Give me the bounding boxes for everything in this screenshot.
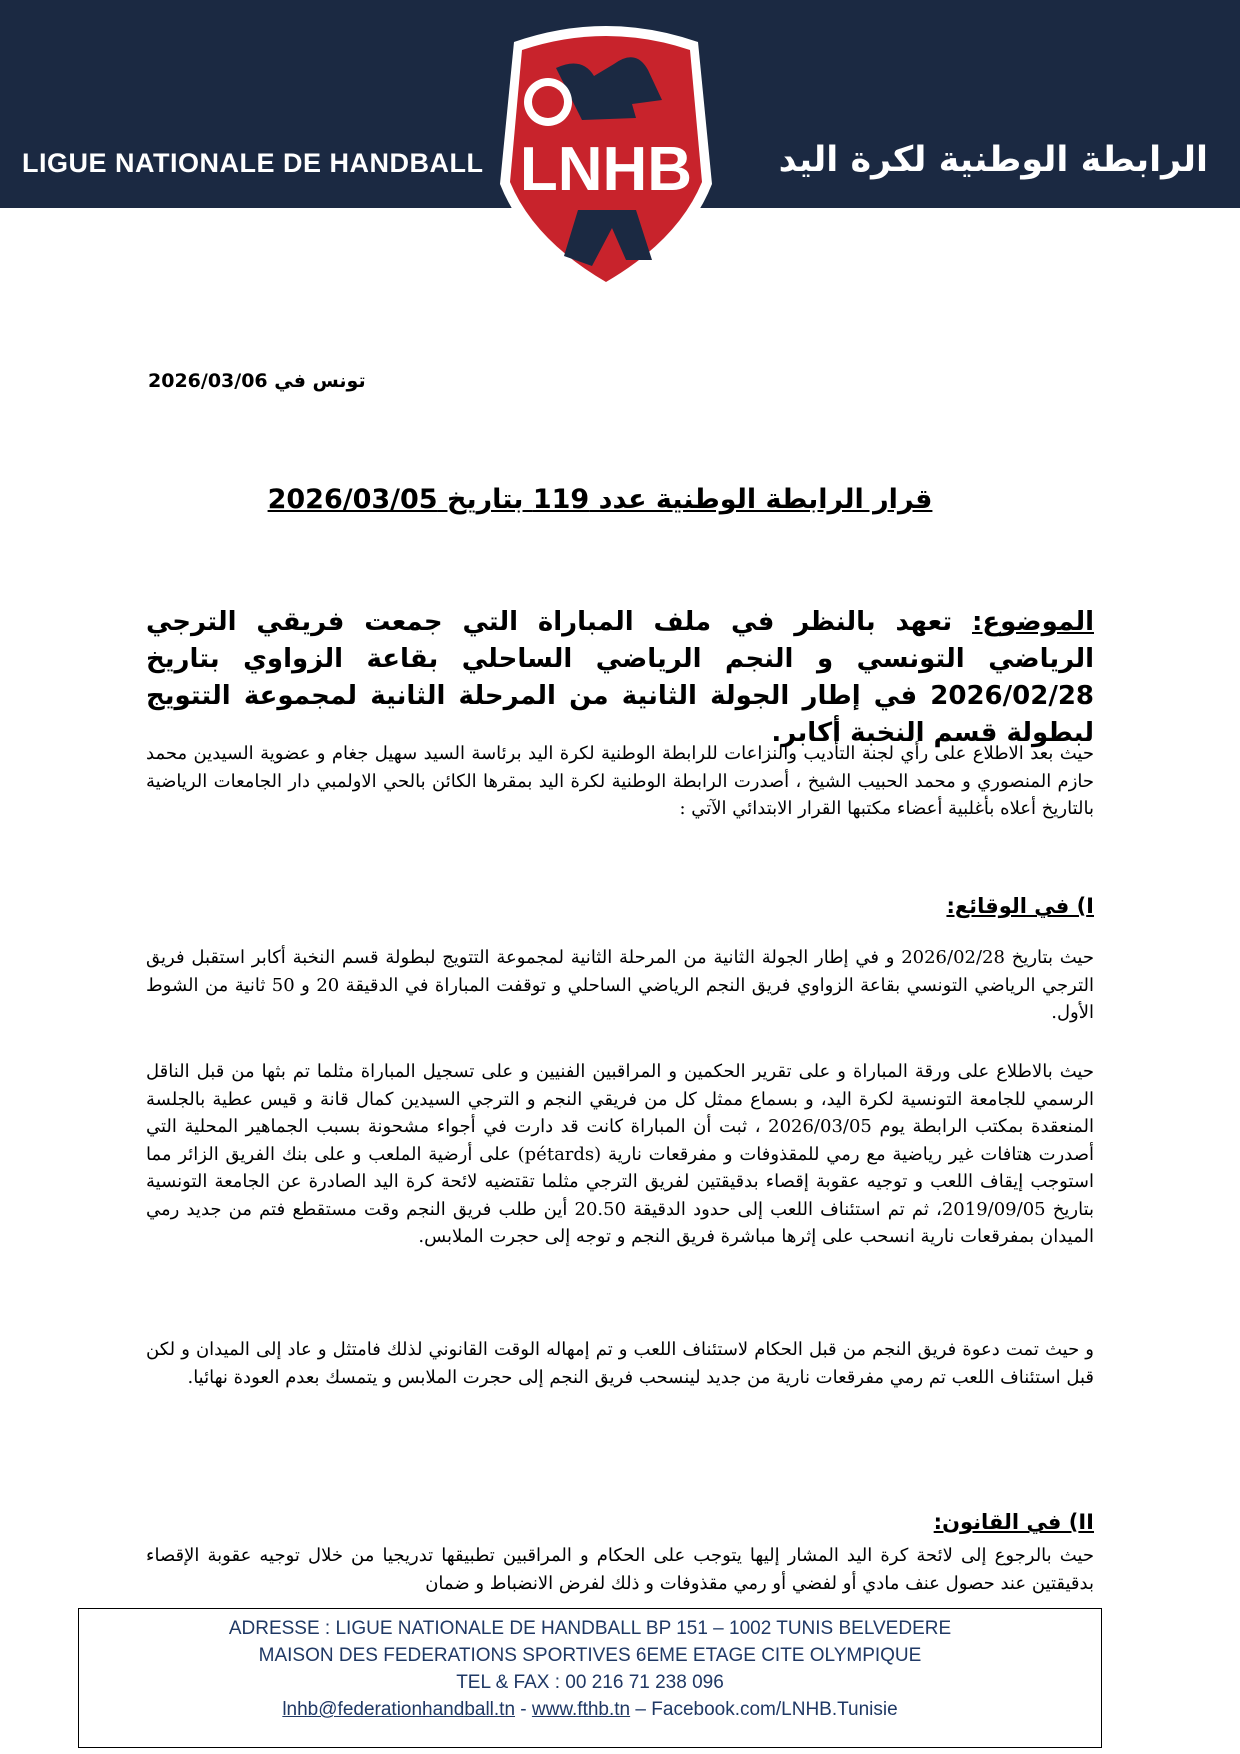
decision-title-text: قرار الرابطة الوطنية عدد 119 بتاريخ 2026/03/05 bbox=[267, 484, 933, 515]
decision-title bbox=[150, 484, 1050, 515]
subject-block bbox=[146, 604, 1094, 752]
footer-building: MAISON DES FEDERATIONS SPORTIVES 6EME ETAGE CITE OLYMPIQUE bbox=[258, 1645, 922, 1666]
facts-heading: I) في الوقائع: bbox=[946, 894, 1094, 918]
footer-email-link[interactable]: lnhb@federationhandball.tn bbox=[282, 1699, 516, 1720]
law-heading: II) في القانون: bbox=[933, 1510, 1094, 1534]
footer-separator-1: - bbox=[520, 1699, 527, 1720]
lnhb-logo-icon bbox=[486, 14, 726, 298]
facts-paragraph-3: و حيث تمت دعوة فريق النجم من قبل الحكام لاستئناف اللعب و تم إمهاله الوقت القانوني لذلك فامتثل و عاد إلى الميدان و لكن قبل استئناف اللعب تم رمي مفرقعات نارية من جديد لينسحب فريق النجم إلى حجرت الملابس و يتمسك بعدم العودة نهائيا. bbox=[146, 1339, 1094, 1388]
facts-paragraph-1: حيث بتاريخ 2026/02/28 و في إطار الجولة الثانية من المرحلة الثانية لمجموعة التتويج لبطولة قسم النخبة أكابر استقبل فريق الترجي الرياضي التونسي بقاعة الزواوي فريق النجم الرياضي الساحلي و توقفت المباراة في الدقيقة 20 و 50 ثانية من الشوط الأول. bbox=[146, 947, 1094, 1023]
footer-website-link[interactable]: www.fthb.tn bbox=[531, 1699, 631, 1720]
subject-text: تعهد بالنظر في ملف المباراة التي جمعت فريقي الترجي الرياضي التونسي و النجم الرياضي الساحلي بقاعة الزواوي بتاريخ 2026/02/28 في إطار الجولة الثانية من المرحلة الثانية لمجموعة التتويج لبطولة قسم النخبة أكابر. bbox=[146, 607, 1094, 748]
facts-paragraph-2: حيث بالاطلاع على ورقة المباراة و على تقرير الحكمين و المراقبين الفنيين و على تسجيل المباراة مثلما تم بثها من قبل الناقل الرسمي للجامعة التونسية لكرة اليد، و بسماع ممثل كل من فريقي النجم و الترجي السيدين كمال قانة و قيس عطية بالجلسة المنعقدة بمكتب الرابطة يوم 2026/03/05 ، ثبت أن المباراة كانت قد دارت في أجواء مشحونة بسبب الجماهير المحلية التي أصدرت هتافات غير رياضية مع رمي للمقذوفات و مفرقعات نارية (pétards) على أرضية الملعب و على بنك الفريق الزائر مما استوجب إيقاف اللعب و توجيه عقوبة إقصاء بدقيقتين لفريق الترجي مثلما تقتضيه لائحة كرة اليد الصادرة عن الجامعة التونسية بتاريخ 2019/09/05، ثم تم استئناف اللعب إلى حدود الدقيقة 20.50 أين طلب فريق النجم وقت مستقطع فتم من جديد رمي الميدان بمفرقعات نارية انسحب على إثرها مباشرة فريق النجم و توجه إلى حجرت الملابس. bbox=[146, 1061, 1095, 1247]
law-paragraph: حيث بالرجوع إلى لائحة كرة اليد المشار إليها يتوجب على الحكام و المراقبين تطبيقها تدريجيا من خلال توجيه عقوبة الإقصاء بدقيقتين عند حصول عنف مادي أو لفضي أو رمي مقذوفات و ذلك لفرض الانضباط و ضمان bbox=[146, 1545, 1094, 1594]
logo-ball-inner bbox=[532, 86, 564, 118]
date-line: تونس في 2026/03/06 bbox=[148, 370, 366, 392]
footer-address: ADRESSE : LIGUE NATIONALE DE HANDBALL BP 151 – 1002 TUNIS BELVEDERE bbox=[228, 1618, 952, 1639]
logo-text: LNHB bbox=[519, 135, 693, 204]
footer-contacts bbox=[79, 1696, 1101, 1723]
intro-paragraph: حيث بعد الاطلاع على رأي لجنة التأديب والنزاعات للرابطة الوطنية لكرة اليد برئاسة السيد سهيل جغام و عضوية السيدين محمد حازم المنصوري و محمد الحبيب الشيخ ، أصدرت الرابطة الوطنية لكرة اليد بمقرها الكائن بالحي الاولمبي دار الجامعات الرياضية بالتاريخ أعلاه بأغلبية أعضاء مكتبها القرار الابتدائي الآتي : bbox=[146, 743, 1094, 819]
footer-box bbox=[78, 1608, 1102, 1748]
org-name-fr: LIGUE NATIONALE DE HANDBALL bbox=[22, 148, 484, 178]
subject-label: الموضوع: bbox=[972, 607, 1094, 637]
footer-phone: TEL & FAX : 00 216 71 238 096 bbox=[456, 1672, 724, 1693]
footer-separator-2: – bbox=[635, 1699, 646, 1720]
footer-facebook: Facebook.com/LNHB.Tunisie bbox=[651, 1699, 898, 1720]
org-name-ar: الرابطة الوطنية لكرة اليد bbox=[778, 140, 1208, 180]
